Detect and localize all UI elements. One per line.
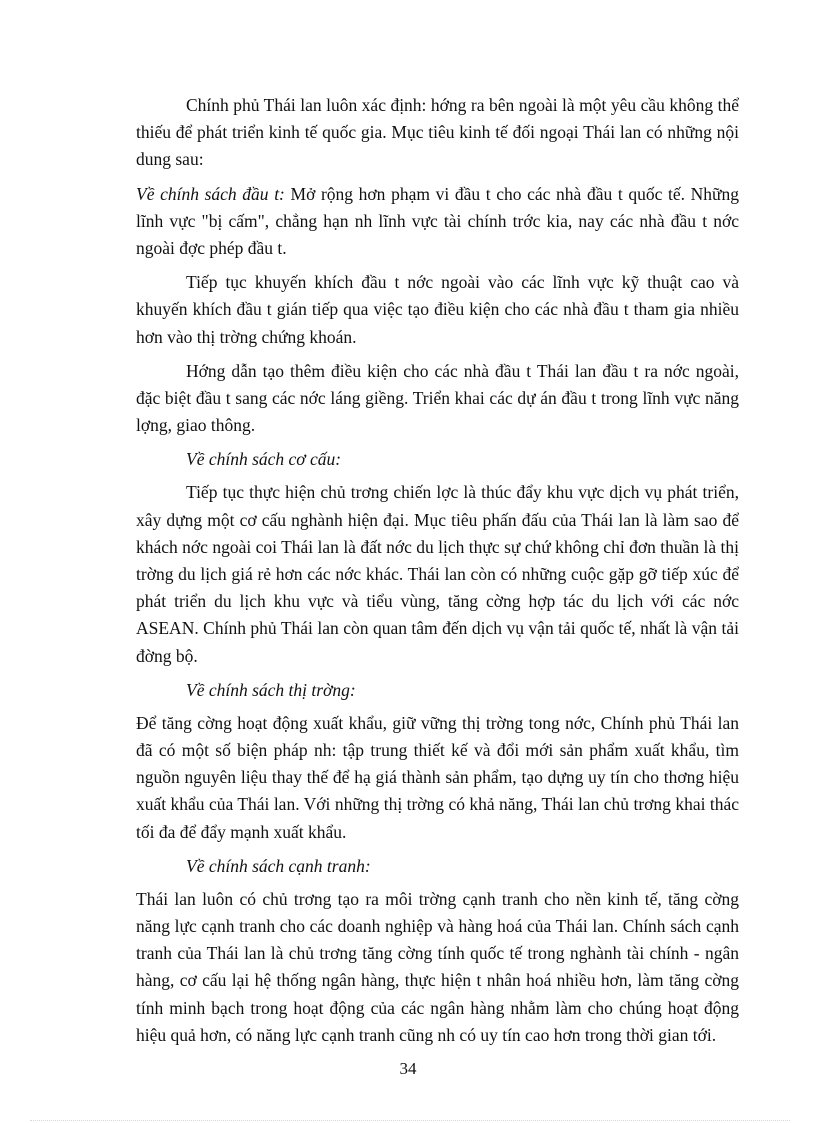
investment-policy-heading: Về chính sách đầu t: [136,183,285,204]
structure-policy-heading: Về chính sách cơ cấu: [186,449,342,470]
paragraph-market-policy: Để tăng cờng hoạt động xuất khẩu, giữ vững thị trờng tong nớc, Chính phủ Thái lan đã có một số biện pháp nh: tập trung thiết kế và đổi mới sản phẩm xuất khẩu, tìm nguồn nguyên liệu thay thế để hạ giá thành sản phẩm, tạo dựng uy tín cho thơng hiệu xuất khẩu của Thái lan. Với những thị trờng có khả năng, Thái lan chủ trơng khai thác tối đa để đẩy mạnh xuất khẩu. [136,712,739,842]
document-body [136,92,739,1056]
paragraph-high-tech-investment: Tiếp tục khuyến khích đầu t nớc ngoài vào các lĩnh vực kỹ thuật cao và khuyến khích đầu t gián tiếp qua việc tạo điều kiện cho các nhà đầu t tham gia nhiều hơn vào thị trờng chứng khoán. [136,272,739,347]
page-bottom-divider [30,1120,790,1121]
paragraph-investment-policy [136,181,739,263]
paragraph-outward-investment: Hớng dẫn tạo thêm điều kiện cho các nhà đầu t Thái lan đầu t ra nớc ngoài, đặc biệt đầu t sang các nớc láng giềng. Triển khai các dự án đầu t trong lĩnh vực năng lợng, giao thông. [136,360,739,436]
market-policy-heading: Về chính sách thị trờng: [186,679,356,700]
competition-policy-heading: Về chính sách cạnh tranh: [186,855,371,876]
paragraph-intro: Chính phủ Thái lan luôn xác định: hớng ra bên ngoài là một yêu cầu không thể thiếu để phát triển kinh tế quốc gia. Mục tiêu kinh tế đối ngoại Thái lan có những nội dung sau: [136,95,739,170]
page-number: 34 [399,1059,417,1078]
paragraph-competition-policy: Thái lan luôn có chủ trơng tạo ra môi trờng cạnh tranh cho nền kinh tế, tăng cờng năng lực cạnh tranh cho các doanh nghiệp và hàng hoá của Thái lan. Chính sách cạnh tranh của Thái lan là chủ trơng tăng cờng tính quốc tế trong nghành tài chính - ngân hàng, cơ cấu lại hệ thống ngân hàng, thực hiện t nhân hoá nhiều hơn, làm tăng cờng tính minh bạch trong hoạt động của các ngân hàng nhằm làm cho chúng hoạt động hiệu quả hơn, có năng lực cạnh tranh cũng nh có uy tín cao hơn trong thời gian tới. [136,888,739,1045]
investment-policy-text: Mở rộng hơn phạm vi đầu t cho các nhà đầu t quốc tế. Những lĩnh vực "bị cấm", chẳng hạn nh lĩnh vực tài chính trớc kia, nay các nhà đầu t nớc ngoài đợc phép đầu t. [136,183,739,259]
paragraph-structure-policy: Tiếp tục thực hiện chủ trơng chiến lợc là thúc đẩy khu vực dịch vụ phát triển, xây dựng một cơ cấu nghành hiện đại. Mục tiêu phấn đấu của Thái lan là làm sao để khách nớc ngoài coi Thái lan là đất nớc du lịch thực sự chứ không chỉ đơn thuần là thị trờng du lịch giá rẻ hơn các nớc khác. Thái lan còn có những cuộc gặp gỡ tiếp xúc để phát triển du lịch khu vực và tiểu vùng, tăng cờng hợp tác du lịch với các nớc ASEAN. Chính phủ Thái lan còn quan tâm đến dịch vụ vận tải quốc tế, nhất là vận tải đờng bộ. [136,482,739,666]
